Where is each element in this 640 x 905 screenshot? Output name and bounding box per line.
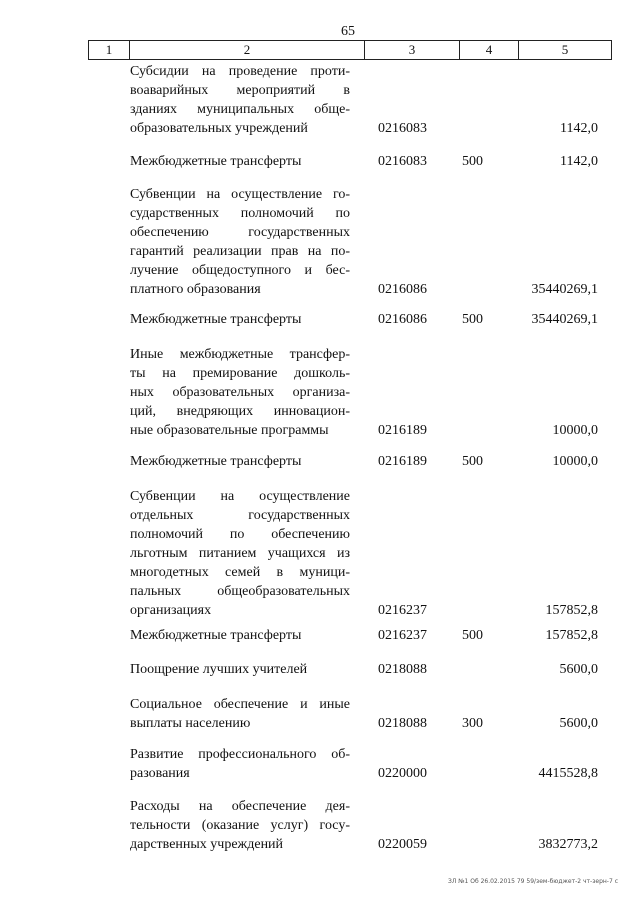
description-line: Субсидии на проведение проти- <box>130 64 350 79</box>
page-number: 65 <box>341 24 355 39</box>
row-code: 0216189 <box>378 454 427 469</box>
row-description <box>130 185 350 299</box>
description-line: Развитие профессионального об- <box>130 747 350 762</box>
description-line: гарантий реализации прав на по- <box>130 244 350 259</box>
description-line: отдельных государственных <box>130 508 350 523</box>
description-line: многодетных семей в муници- <box>130 565 350 580</box>
table-header-row <box>88 40 612 60</box>
row-code: 0216083 <box>378 154 427 169</box>
row-code: 0216086 <box>378 312 427 327</box>
row-type: 500 <box>462 454 483 469</box>
description-line: Межбюджетные трансферты <box>130 312 302 327</box>
row-description <box>130 152 350 171</box>
description-line: ты на премирование дошколь- <box>130 366 350 381</box>
row-description <box>130 695 350 733</box>
row-type: 300 <box>462 716 483 731</box>
row-description <box>130 310 350 329</box>
row-code: 0218088 <box>378 716 427 731</box>
row-amount: 5600,0 <box>559 662 598 677</box>
description-line: Межбюджетные трансферты <box>130 628 302 643</box>
description-line: лучение общедоступного и бес- <box>130 263 350 278</box>
row-description <box>130 745 350 783</box>
row-description <box>130 345 350 440</box>
row-description <box>130 487 350 620</box>
description-line: выплаты населению <box>130 716 251 731</box>
row-amount: 4415528,8 <box>538 766 598 781</box>
description-line: пальных общеобразовательных <box>130 584 350 599</box>
description-line: образовательных учреждений <box>130 121 308 136</box>
description-line: Субвенции на осуществление <box>130 489 350 504</box>
row-type: 500 <box>462 154 483 169</box>
row-type: 500 <box>462 628 483 643</box>
description-line: ций, внедряющих инновацион- <box>130 404 350 419</box>
description-line: Межбюджетные трансферты <box>130 154 302 169</box>
row-amount: 157852,8 <box>545 628 598 643</box>
description-line: тельности (оказание услуг) госу- <box>130 818 350 833</box>
header-col-1: 1 <box>89 41 130 59</box>
description-line: зданиях муниципальных обще- <box>130 102 350 117</box>
description-line: Иные межбюджетные трансфер- <box>130 347 350 362</box>
description-line: воаварийных мероприятий в <box>130 83 350 98</box>
row-type: 500 <box>462 312 483 327</box>
description-line: обеспечению государственных <box>130 225 350 240</box>
row-code: 0220059 <box>378 837 427 852</box>
row-description <box>130 62 350 138</box>
description-line: платного образования <box>130 282 261 297</box>
row-code: 0216189 <box>378 423 427 438</box>
row-description <box>130 797 350 854</box>
row-code: 0216083 <box>378 121 427 136</box>
row-amount: 3832773,2 <box>538 837 598 852</box>
row-code: 0216237 <box>378 603 427 618</box>
row-code: 0216086 <box>378 282 427 297</box>
description-line: организациях <box>130 603 212 618</box>
header-col-2: 2 <box>130 41 365 59</box>
description-line: Субвенции на осуществление го- <box>130 187 350 202</box>
row-amount: 10000,0 <box>552 454 598 469</box>
description-line: разования <box>130 766 190 781</box>
header-col-5: 5 <box>561 42 569 57</box>
row-code: 0220000 <box>378 766 427 781</box>
row-code: 0218088 <box>378 662 427 677</box>
description-line: Поощрение лучших учителей <box>130 662 308 677</box>
description-line: ные образовательные программы <box>130 423 329 438</box>
row-amount: 35440269,1 <box>531 282 598 297</box>
description-line: ных образовательных организа- <box>130 385 350 400</box>
description-line: сударственных полномочий по <box>130 206 350 221</box>
header-col-3: 3 <box>365 41 460 59</box>
row-amount: 35440269,1 <box>531 312 598 327</box>
row-description <box>130 660 350 679</box>
footer-note: ЗЛ №1 Об 26.02.2015 79 59/зем-бюджет-2 чт-зерн-7 с <box>448 878 618 885</box>
description-line: Межбюджетные трансферты <box>130 454 302 469</box>
row-amount: 5600,0 <box>559 716 598 731</box>
row-description <box>130 452 350 471</box>
description-line: Расходы на обеспечение дея- <box>130 799 350 814</box>
row-amount: 157852,8 <box>545 603 598 618</box>
description-line: полномочий по обеспечению <box>130 527 350 542</box>
description-line: Социальное обеспечение и иные <box>130 697 350 712</box>
description-line: дарственных учреждений <box>130 837 284 852</box>
row-description <box>130 626 350 645</box>
description-line: льготным питанием учащихся из <box>130 546 350 561</box>
row-amount: 1142,0 <box>560 121 598 136</box>
row-amount: 10000,0 <box>552 423 598 438</box>
row-code: 0216237 <box>378 628 427 643</box>
header-col-4: 4 <box>460 41 519 59</box>
row-amount: 1142,0 <box>560 154 598 169</box>
